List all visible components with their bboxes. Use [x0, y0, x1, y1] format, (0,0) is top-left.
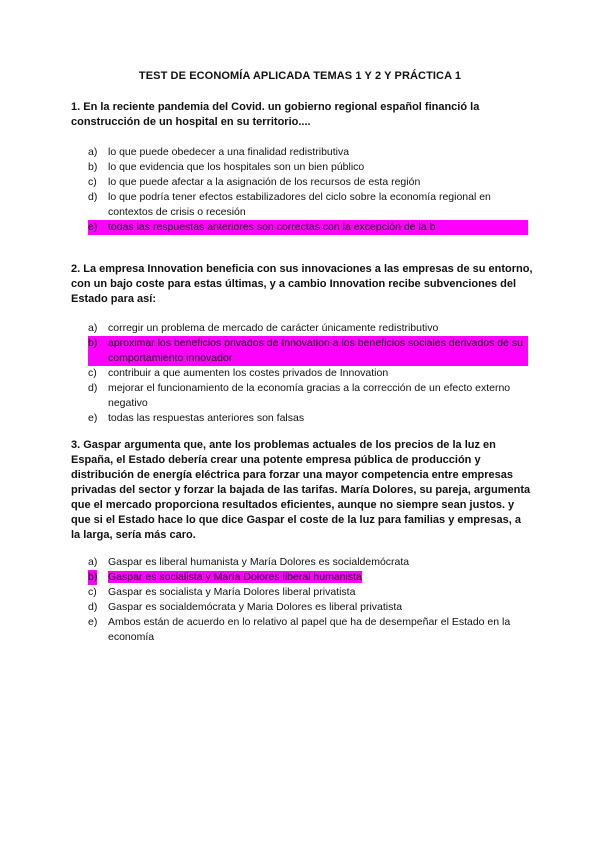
option-2c [88, 366, 528, 381]
option-text: todas las respuestas anteriores son correctas con la excepción de la b [108, 221, 436, 233]
option-label: e) [88, 412, 98, 424]
option-3b-highlighted [88, 570, 528, 585]
option-2b-highlighted [88, 336, 528, 366]
option-text: todas las respuestas anteriores son falsas [108, 412, 305, 424]
option-text: lo que evidencia que los hospitales son un bien público [108, 161, 365, 173]
option-2e [88, 411, 528, 426]
option-text: Ambos están de acuerdo en lo relativo al papel que ha de desempeñar el Estado en la economía [108, 616, 511, 643]
option-text: Gaspar es liberal humanista y María Dolores es socialdemócrata [108, 556, 410, 568]
question-2: 2. La empresa Innovation beneficia con sus innovaciones a las empresas de su entorno, con un bajo coste para estas últimas, y a cambio Innovation recibe subvenciones del Estado para así: [71, 263, 533, 305]
option-3e [88, 615, 528, 645]
option-1e-highlighted [88, 220, 528, 235]
option-label: b) [88, 161, 98, 173]
option-label: e) [88, 616, 98, 628]
option-label: b) [88, 571, 98, 583]
option-1b [88, 160, 528, 175]
option-3a [88, 555, 528, 570]
option-label: d) [88, 601, 98, 613]
option-text: mejorar el funcionamiento de la economía gracias a la corrección de un efecto externo negativo [108, 382, 511, 409]
option-label: a) [88, 556, 98, 568]
option-2d [88, 381, 528, 411]
option-3d [88, 600, 528, 615]
option-text: corregir un problema de mercado de carácter únicamente redistributivo [108, 322, 439, 334]
option-label: c) [88, 586, 97, 598]
option-label: c) [88, 176, 97, 188]
question-2-options [88, 321, 528, 426]
question-3: 3. Gaspar argumenta que, ante los problemas actuales de los precios de la luz en España, el Estado debería crear una potente empresa pública de producción y distribución de energía eléctrica para forzar una mayor competencia entre empresas privadas del sector y forzar la bajada de las tarifas. María Dolores, su pareja, argumenta que el mercado proporciona resultados eficientes, aunque no siempre sean justos. y que si el Estado hace lo que dice Gaspar el coste de la luz para familias y empresas, a la larga, sería más caro. [71, 439, 531, 541]
option-2a [88, 321, 528, 336]
question-3-options [88, 555, 528, 645]
option-label: c) [88, 367, 97, 379]
option-label: d) [88, 382, 98, 394]
question-1-options [88, 145, 528, 235]
option-text: lo que puede afectar a la asignación de los recursos de esta región [108, 176, 421, 188]
option-text: lo que podría tener efectos estabilizadores del ciclo sobre la economía regional en contextos de crisis o recesión [108, 191, 491, 218]
option-label: a) [88, 146, 98, 158]
page-title: TEST DE ECONOMÍA APLICADA TEMAS 1 Y 2 Y PRÁCTICA 1 [138, 70, 462, 82]
option-1d [88, 190, 528, 220]
option-label: b) [88, 337, 98, 349]
option-text: Gaspar es socialista y María Dolores liberal humanista [108, 571, 362, 583]
option-text: contribuir a que aumenten los costes privados de Innovation [108, 367, 389, 379]
option-label: a) [88, 322, 98, 334]
option-text: aproximar los beneficios privados de Innovation a los beneficios sociales derivados de su comportamiento innovador [108, 337, 523, 364]
option-3c [88, 585, 528, 600]
option-text: Gaspar es socialdemócrata y Maria Dolores es liberal privatista [108, 601, 403, 613]
option-1c [88, 175, 528, 190]
option-label: e) [88, 221, 98, 233]
question-1: 1. En la reciente pandemia del Covid. un gobierno regional español financió la construcción de un hospital en su territorio.... [71, 101, 480, 128]
option-label: d) [88, 191, 98, 203]
option-text: lo que puede obedecer a una finalidad redistributiva [108, 146, 350, 158]
option-1a [88, 145, 528, 160]
option-text: Gaspar es socialista y María Dolores liberal privatista [108, 586, 356, 598]
